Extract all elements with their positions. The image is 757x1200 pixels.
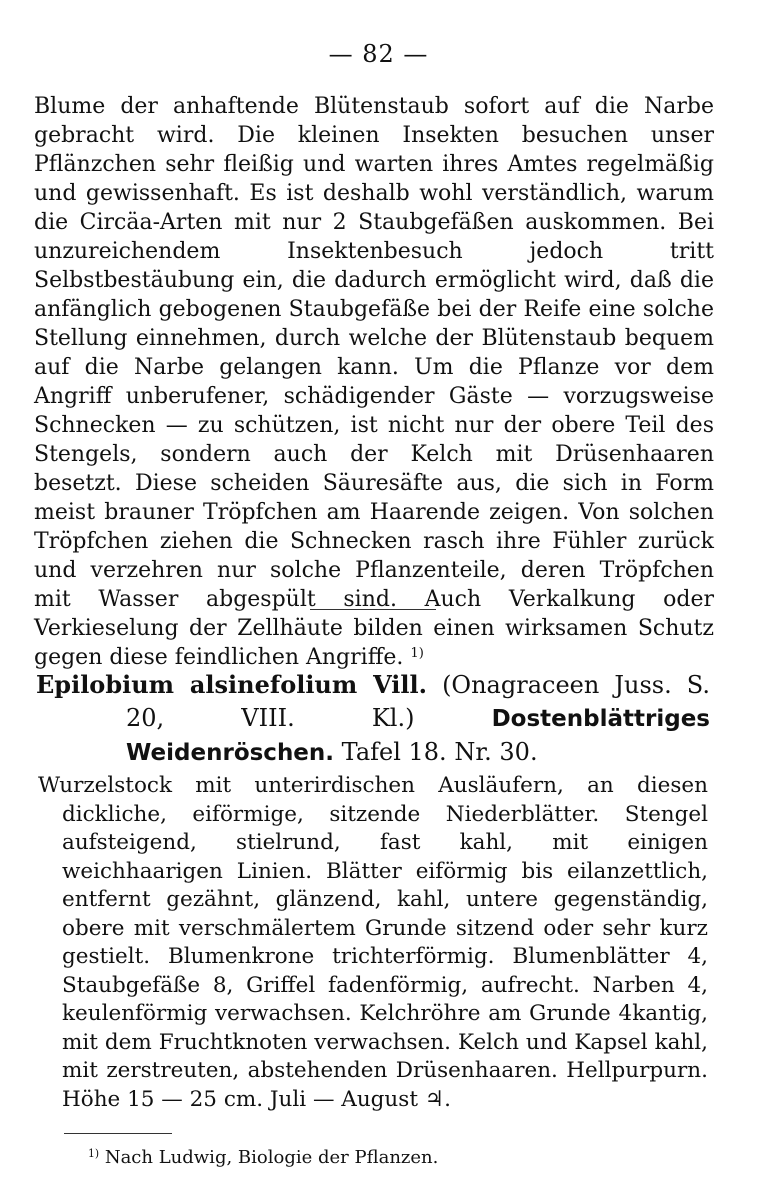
footnote-text: Nach Ludwig, Biologie der Pflanzen. <box>104 1147 439 1168</box>
fraktur-body-text <box>34 92 714 672</box>
footnote-divider <box>64 1133 172 1134</box>
fraktur-paragraph <box>34 92 714 672</box>
page-number: — 82 — <box>328 40 429 68</box>
german-name: Dostenblättriges Weidenröschen. <box>126 706 710 766</box>
species-heading <box>36 668 710 770</box>
plate-reference: Tafel 18. Nr. 30. <box>341 738 538 766</box>
footnote <box>88 1146 438 1170</box>
species-description <box>38 772 708 1114</box>
footnote-reference: 1) <box>410 645 424 661</box>
fraktur-paragraph-text: Blume der anhaftende Blütenstaub sofort auf die Narbe gebracht wird. Die kleinen Insekten besuchen unser Pflänzchen sehr fleißig und warten ihres Amtes regelmäßig und gewissenhaft. Es ist deshalb wohl verständlich, warum die Circäa-Arten mit nur 2 Staubgefäßen auskommen. Bei unzureichendem Insektenbesuch jedoch tritt Selbstbestäubung ein, die dadurch ermöglicht wird, daß die anfänglich gebogenen Staubgefäße bei der Reife eine solche Stellung einnehmen, durch welche der Blütenstaub bequem auf die Narbe gelangen kann. Um die Pflanze vor dem Angriff unberufener, schädigender Gäste — vorzugsweise Schnecken — zu schützen, ist nicht nur der obere Teil des Stengels, sondern auch der Kelch mit Drüsenhaaren besetzt. Diese scheiden Säuresäfte aus, die sich in Form meist brauner Tröpfchen am Haarende zeigen. Von solchen Tröpfchen ziehen die Schnecken rasch ihre Fühler zurück und verzehren nur solche Pflanzenteile, deren Tröpfchen mit Wasser abgespült sind. Auch Verkalkung oder Verkieselung der Zellhäute bilden einen wirksamen Schutz gegen diese feindlichen Angriffe. <box>34 94 714 670</box>
description-paragraph: Wurzelstock mit unterirdischen Ausläufern, an diesen dickliche, eiförmige, sitzende Niederblätter. Stengel aufsteigend, stielrund, fast kahl, mit einigen weichhaarigen Linien. Blätter eiförmig bis eilanzettlich, entfernt gezähnt, glänzend, kahl, untere gegenständig, obere mit verschmälertem Grunde sitzend oder sehr kurz gestielt. Blumenkrone trichterförmig. Blumenblätter 4, Staubgefäße 8, Griffel fadenförmig, aufrecht. Narben 4, keulenförmig verwachsen. Kelchröhre am Grunde 4kantig, mit dem Fruchtknoten verwachsen. Kelch und Kapsel kahl, mit zerstreuten, abstehenden Drüsenhaaren. Hellpurpurn. Höhe 15 — 25 cm. Juli — August ♃. <box>38 773 708 1112</box>
footnote-marker: 1) <box>88 1147 100 1161</box>
family-reference: (Onagraceen Juss. S. 20, VIII. Kl.) <box>126 671 710 732</box>
species-name: Epilobium alsinefolium Vill. <box>36 670 427 699</box>
section-divider <box>310 609 436 610</box>
